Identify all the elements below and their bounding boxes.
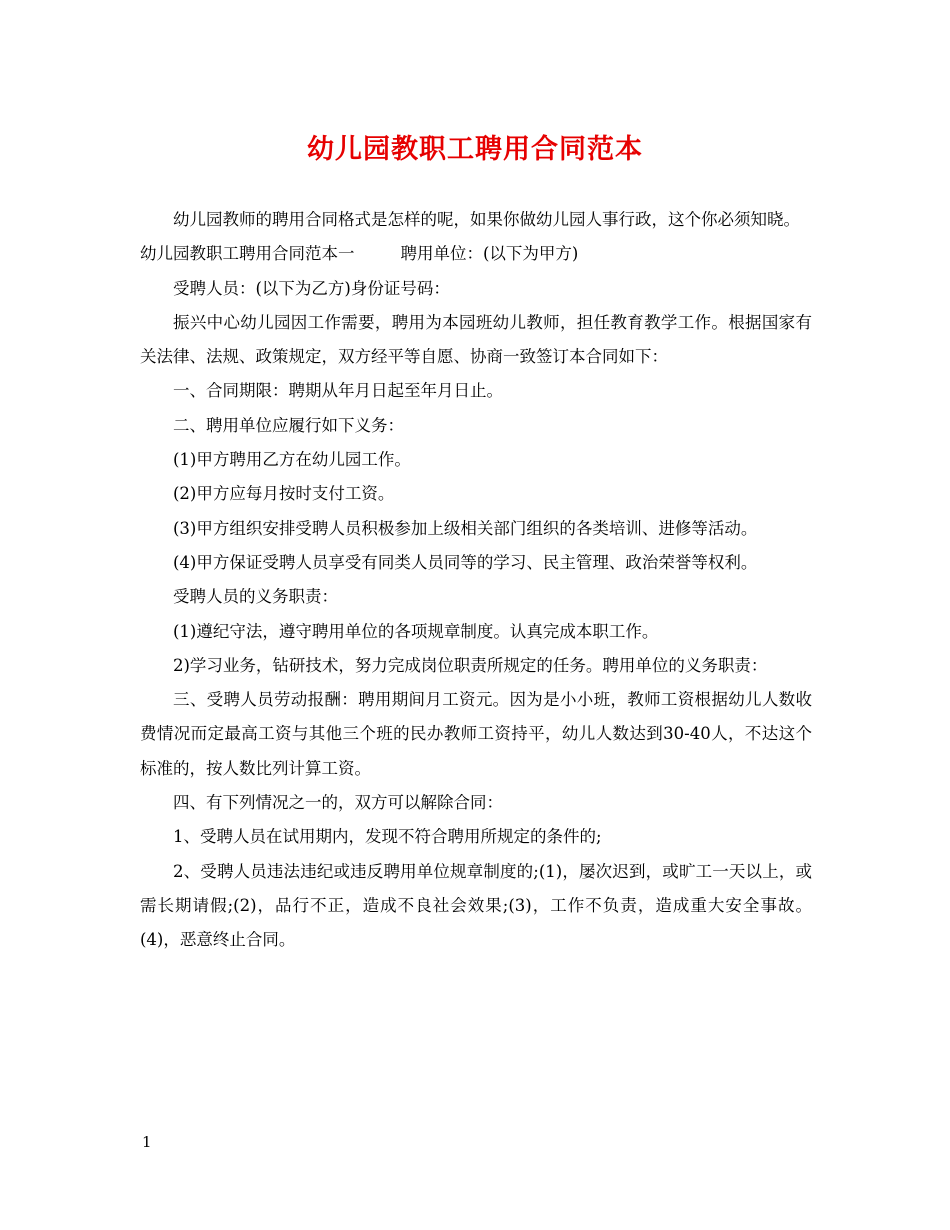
intro-paragraph: 幼儿园教师的聘用合同格式是怎样的呢，如果你做幼儿园人事行政，这个你必须知晓。 <box>173 210 800 229</box>
paragraph-employee-info: 受聘人员：(以下为乙方)身份证号码： <box>173 278 450 298</box>
paragraph-employee-duties-heading: 受聘人员的义务职责： <box>173 587 338 607</box>
paragraph-employer-duty-4: (4)甲方保证受聘人员享受有同类人员同等的学习、民主管理、政治荣誉等权利。 <box>173 552 758 572</box>
document-body <box>140 203 812 958</box>
paragraph-employer-duties-heading: 二、聘用单位应履行如下义务： <box>173 415 404 435</box>
employer-label: 聘用单位：(以下为甲方) <box>400 244 579 264</box>
page-number: 1 <box>142 1133 152 1151</box>
paragraph-employer-duty-1: (1)甲方聘用乙方在幼儿园工作。 <box>173 450 411 470</box>
document-title: 幼儿园教职工聘用合同范本 <box>307 134 643 165</box>
paragraph-contract-term: 一、合同期限：聘期从年月日起至年月日止。 <box>173 381 503 401</box>
paragraph-preamble: 振兴中心幼儿园因工作需要，聘用为本园班幼儿教师，担任教育教学工作。根据国家有关法律、法规、政策规定，双方经平等自愿、协商一致签订本合同如下： <box>140 312 812 367</box>
contract-heading-line <box>140 237 812 271</box>
paragraph-employee-duty-2: 2)学习业务，钻研技术，努力完成岗位职责所规定的任务。聘用单位的义务职责： <box>173 655 768 675</box>
paragraph-termination-2: 2、受聘人员违法违纪或违反聘用单位规章制度的;(1)，屡次迟到，或旷工一天以上，或需长期请假;(2)，品行不正，造成不良社会效果;(3)，工作不负责，造成重大安全事故。(4)，恶意终止合同。 <box>140 861 812 950</box>
paragraph-termination-heading: 四、有下列情况之一的，双方可以解除合同： <box>173 793 503 813</box>
paragraph-employer-duty-2: (2)甲方应每月按时支付工资。 <box>173 484 395 504</box>
paragraph-employer-duty-3: (3)甲方组织安排受聘人员积极参加上级相关部门组织的各类培训、进修等活动。 <box>173 518 758 538</box>
contract-name: 幼儿园教职工聘用合同范本一 <box>140 244 355 264</box>
paragraph-remuneration: 三、受聘人员劳动报酬：聘用期间月工资元。因为是小小班，教师工资根据幼儿人数收费情况而定最高工资与其他三个班的民办教师工资持平，幼儿人数达到30-40人，不达这个标准的，按人数比列计算工资。 <box>140 690 812 778</box>
paragraph-termination-1: 1、受聘人员在试用期内，发现不符合聘用所规定的条件的; <box>173 827 602 847</box>
paragraph-employee-duty-1: (1)遵纪守法，遵守聘用单位的各项规章制度。认真完成本职工作。 <box>173 621 659 641</box>
